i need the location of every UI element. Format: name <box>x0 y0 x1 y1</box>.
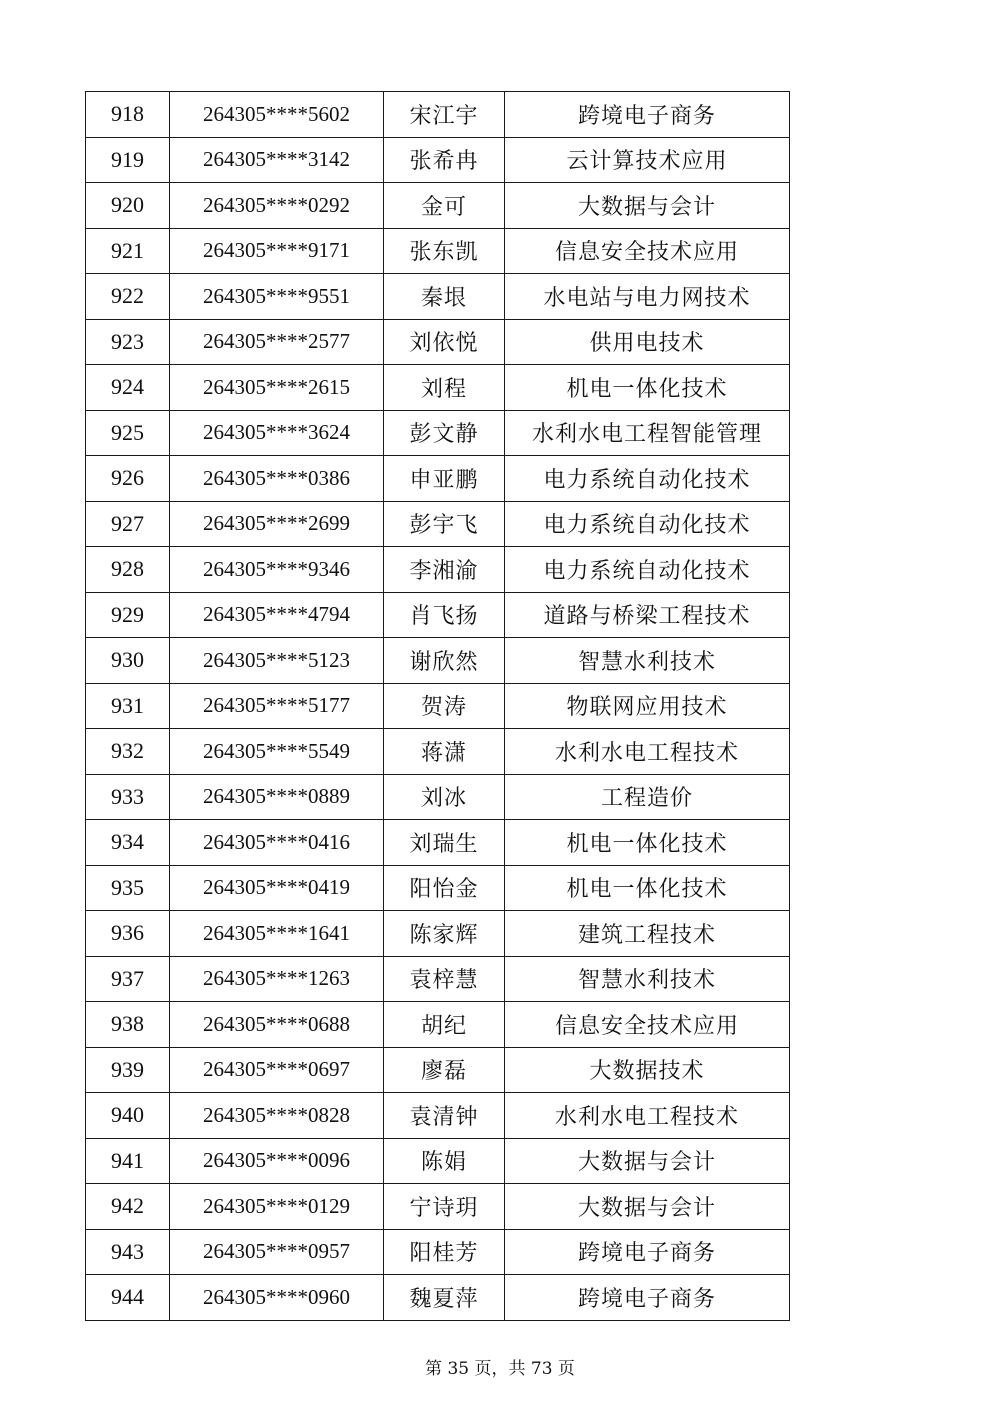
roster-body <box>86 92 790 1321</box>
major-name: 机电一体化技术 <box>505 820 790 866</box>
id-number: 264305****0697 <box>170 1047 384 1093</box>
id-number: 264305****2699 <box>170 501 384 547</box>
id-number: 264305****5602 <box>170 92 384 138</box>
row-number: 924 <box>86 365 170 411</box>
major-name: 道路与桥梁工程技术 <box>505 592 790 638</box>
major-name: 水电站与电力网技术 <box>505 274 790 320</box>
major-name: 电力系统自动化技术 <box>505 547 790 593</box>
major-name: 工程造价 <box>505 774 790 820</box>
student-name: 蒋潇 <box>384 729 505 775</box>
table-row <box>86 228 790 274</box>
student-name: 贺涛 <box>384 683 505 729</box>
id-number: 264305****5123 <box>170 638 384 684</box>
row-number: 931 <box>86 683 170 729</box>
student-name: 阳怡金 <box>384 865 505 911</box>
student-name: 刘程 <box>384 365 505 411</box>
row-number: 920 <box>86 183 170 229</box>
table-row <box>86 820 790 866</box>
id-number: 264305****0688 <box>170 1002 384 1048</box>
student-name: 刘依悦 <box>384 319 505 365</box>
major-name: 智慧水利技术 <box>505 956 790 1002</box>
student-name: 宋江宇 <box>384 92 505 138</box>
major-name: 机电一体化技术 <box>505 365 790 411</box>
row-number: 932 <box>86 729 170 775</box>
student-name: 张希冉 <box>384 137 505 183</box>
major-name: 智慧水利技术 <box>505 638 790 684</box>
major-name: 大数据与会计 <box>505 1138 790 1184</box>
id-number: 264305****4794 <box>170 592 384 638</box>
major-name: 水利水电工程智能管理 <box>505 410 790 456</box>
id-number: 264305****0419 <box>170 865 384 911</box>
major-name: 云计算技术应用 <box>505 137 790 183</box>
table-row <box>86 592 790 638</box>
major-name: 水利水电工程技术 <box>505 1093 790 1139</box>
row-number: 937 <box>86 956 170 1002</box>
student-name: 刘瑞生 <box>384 820 505 866</box>
row-number: 941 <box>86 1138 170 1184</box>
id-number: 264305****5177 <box>170 683 384 729</box>
major-name: 跨境电子商务 <box>505 1275 790 1321</box>
table-row <box>86 1138 790 1184</box>
student-name: 刘冰 <box>384 774 505 820</box>
table-row <box>86 1047 790 1093</box>
major-name: 跨境电子商务 <box>505 1229 790 1275</box>
id-number: 264305****0096 <box>170 1138 384 1184</box>
row-number: 942 <box>86 1184 170 1230</box>
table-row <box>86 410 790 456</box>
student-name: 廖磊 <box>384 1047 505 1093</box>
student-name: 李湘渝 <box>384 547 505 593</box>
row-number: 935 <box>86 865 170 911</box>
row-number: 928 <box>86 547 170 593</box>
student-name: 金可 <box>384 183 505 229</box>
id-number: 264305****0129 <box>170 1184 384 1230</box>
id-number: 264305****0957 <box>170 1229 384 1275</box>
table-row <box>86 1229 790 1275</box>
table-row <box>86 456 790 502</box>
major-name: 供用电技术 <box>505 319 790 365</box>
table-row <box>86 1093 790 1139</box>
id-number: 264305****5549 <box>170 729 384 775</box>
student-name: 彭文静 <box>384 410 505 456</box>
row-number: 922 <box>86 274 170 320</box>
major-name: 物联网应用技术 <box>505 683 790 729</box>
id-number: 264305****2615 <box>170 365 384 411</box>
row-number: 921 <box>86 228 170 274</box>
row-number: 919 <box>86 137 170 183</box>
major-name: 信息安全技术应用 <box>505 228 790 274</box>
roster-table <box>85 91 790 1321</box>
student-name: 秦垠 <box>384 274 505 320</box>
id-number: 264305****0889 <box>170 774 384 820</box>
major-name: 信息安全技术应用 <box>505 1002 790 1048</box>
row-number: 923 <box>86 319 170 365</box>
table-row <box>86 183 790 229</box>
table-row <box>86 729 790 775</box>
table-row <box>86 501 790 547</box>
id-number: 264305****0416 <box>170 820 384 866</box>
table-row <box>86 365 790 411</box>
table-row <box>86 911 790 957</box>
table-row <box>86 319 790 365</box>
student-name: 阳桂芳 <box>384 1229 505 1275</box>
student-name: 谢欣然 <box>384 638 505 684</box>
major-name: 电力系统自动化技术 <box>505 501 790 547</box>
student-name: 袁梓慧 <box>384 956 505 1002</box>
major-name: 大数据与会计 <box>505 1184 790 1230</box>
student-name: 袁清钟 <box>384 1093 505 1139</box>
row-number: 934 <box>86 820 170 866</box>
id-number: 264305****3624 <box>170 410 384 456</box>
student-name: 魏夏萍 <box>384 1275 505 1321</box>
row-number: 933 <box>86 774 170 820</box>
row-number: 943 <box>86 1229 170 1275</box>
row-number: 929 <box>86 592 170 638</box>
student-name: 宁诗玥 <box>384 1184 505 1230</box>
id-number: 264305****9551 <box>170 274 384 320</box>
major-name: 大数据技术 <box>505 1047 790 1093</box>
student-name: 肖飞扬 <box>384 592 505 638</box>
major-name: 电力系统自动化技术 <box>505 456 790 502</box>
major-name: 水利水电工程技术 <box>505 729 790 775</box>
id-number: 264305****0960 <box>170 1275 384 1321</box>
major-name: 建筑工程技术 <box>505 911 790 957</box>
table-row <box>86 92 790 138</box>
id-number: 264305****9346 <box>170 547 384 593</box>
row-number: 936 <box>86 911 170 957</box>
id-number: 264305****3142 <box>170 137 384 183</box>
row-number: 926 <box>86 456 170 502</box>
table-row <box>86 137 790 183</box>
table-row <box>86 1184 790 1230</box>
table-row <box>86 683 790 729</box>
table-row <box>86 274 790 320</box>
major-name: 大数据与会计 <box>505 183 790 229</box>
major-name: 跨境电子商务 <box>505 92 790 138</box>
student-name: 彭宇飞 <box>384 501 505 547</box>
id-number: 264305****9171 <box>170 228 384 274</box>
table-row <box>86 1275 790 1321</box>
student-name: 申亚鹏 <box>384 456 505 502</box>
row-number: 939 <box>86 1047 170 1093</box>
row-number: 944 <box>86 1275 170 1321</box>
page-footer: 第 35 页，共 73 页 <box>425 1359 575 1379</box>
student-name: 张东凯 <box>384 228 505 274</box>
id-number: 264305****0828 <box>170 1093 384 1139</box>
table-row <box>86 1002 790 1048</box>
table-row <box>86 638 790 684</box>
table-row <box>86 774 790 820</box>
student-name: 胡纪 <box>384 1002 505 1048</box>
id-number: 264305****2577 <box>170 319 384 365</box>
student-name: 陈娟 <box>384 1138 505 1184</box>
id-number: 264305****0386 <box>170 456 384 502</box>
row-number: 925 <box>86 410 170 456</box>
table-row <box>86 547 790 593</box>
table-row <box>86 865 790 911</box>
student-name: 陈家辉 <box>384 911 505 957</box>
row-number: 918 <box>86 92 170 138</box>
table-row <box>86 956 790 1002</box>
id-number: 264305****0292 <box>170 183 384 229</box>
row-number: 930 <box>86 638 170 684</box>
major-name: 机电一体化技术 <box>505 865 790 911</box>
row-number: 940 <box>86 1093 170 1139</box>
row-number: 927 <box>86 501 170 547</box>
row-number: 938 <box>86 1002 170 1048</box>
id-number: 264305****1263 <box>170 956 384 1002</box>
id-number: 264305****1641 <box>170 911 384 957</box>
